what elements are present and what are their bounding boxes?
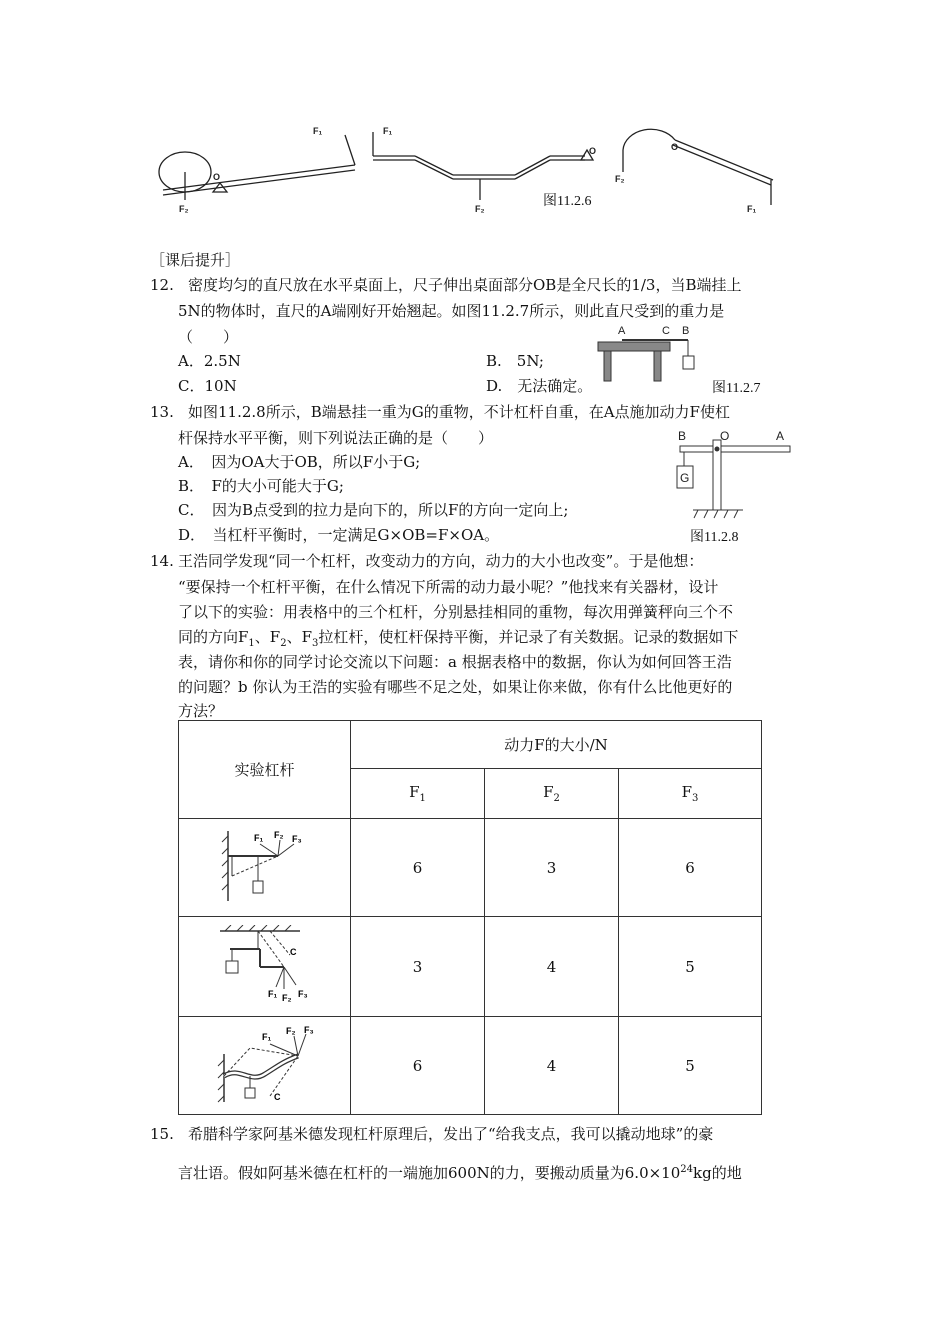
q14-line4-sub2: 2 — [280, 638, 287, 649]
q14-line4-sub3: 3 — [312, 638, 319, 649]
q13-line2: 杆保持水平平衡，则下列说法正确的是（ ） — [178, 429, 494, 447]
lever1-label-f2: F₂ — [273, 829, 283, 840]
lever-diagram-3 — [179, 1017, 351, 1115]
fig1127-label-a: A — [618, 325, 626, 337]
lever1-label-f3: F₃ — [291, 833, 302, 844]
table-row — [179, 917, 762, 1017]
table-col-f1-label: F — [409, 783, 420, 801]
q14-line2: “要保持一个杠杆平衡，在什么情况下所需的动力最小呢？”他找来有关器材，设计 — [178, 578, 719, 596]
fig1128-label-o: O — [720, 429, 730, 443]
figure-11-2-6 — [155, 120, 795, 220]
fig1127-label-c: C — [662, 325, 670, 337]
fig-top-label-f1c: F₁ — [747, 204, 757, 214]
table-col-f2-sub: 2 — [553, 793, 560, 804]
q15-line1: 希腊科学家阿基米德发现杠杆原理后，发出了“给我支点，我可以撬动地球”的豪 — [188, 1125, 714, 1143]
q15-line2 — [178, 1160, 742, 1183]
q13-option-b: B． F的大小可能大于G; — [178, 477, 344, 495]
figure-11-2-7-caption: 图11.2.7 — [712, 381, 761, 396]
q13-option-c: C． 因为B点受到的拉力是向下的，所以F的方向一定向上; — [178, 501, 569, 519]
fig1128-label-b: B — [678, 429, 687, 443]
figure-11-2-8 — [668, 426, 798, 526]
lever2-label-f2: F₂ — [281, 992, 291, 1003]
table-cell: 3 — [351, 917, 485, 1017]
q14-line4-c: 、F — [286, 628, 313, 646]
q14-line4 — [178, 627, 738, 654]
lever3-label-c: C — [273, 1091, 280, 1102]
q12-option-b: B. 5N; — [486, 352, 544, 370]
table-col-f2-label: F — [543, 783, 554, 801]
figure-11-2-8-caption: 图11.2.8 — [690, 530, 739, 545]
q13-line1: 如图11.2.8所示，B端悬挂一重为G的重物，不计杠杆自重，在A点施加动力F使杠 — [188, 403, 730, 421]
q15-line2-sup: 24 — [680, 1164, 694, 1175]
q14-line5: 表，请你和你的同学讨论交流以下问题：a 根据表格中的数据，你认为如何回答王浩 — [178, 653, 732, 671]
q14-line3: 了以下的实验：用表格中的三个杠杆，分别悬挂相同的重物，每次用弹簧秤向三个不 — [178, 603, 734, 621]
fig1128-label-g: G — [680, 471, 690, 485]
fig-top-label-f1: F₁ — [313, 126, 323, 136]
lever2-label-f1: F₁ — [267, 988, 277, 999]
q12-option-c: C．10N — [178, 377, 237, 395]
table-col-f1 — [351, 769, 485, 819]
figure-11-2-7 — [596, 322, 706, 384]
table-cell: 5 — [619, 1017, 762, 1115]
q15-line2-a: 言壮语。假如阿基米德在杠杆的一端施加600N的力，要搬动质量为6.0×10 — [178, 1164, 681, 1182]
table-header-lever: 实验杠杆 — [179, 721, 351, 819]
q12-option-a: A．2.5N — [178, 352, 241, 370]
lever1-label-f1: F₁ — [253, 832, 263, 843]
q14-line4-sub1: 1 — [248, 638, 255, 649]
q12-line1: 密度均匀的直尺放在水平桌面上，尺子伸出桌面部分OB是全尺长的1/3，当B端挂上 — [188, 276, 742, 294]
q13-option-d: D． 当杠杆平衡时，一定满足G×OB=F×OA。 — [178, 526, 500, 544]
fig-top-label-o: O — [213, 172, 221, 182]
q14-line4-a: 同的方向F — [178, 628, 249, 646]
table-cell: 6 — [351, 819, 485, 917]
q15-number: 15. — [150, 1125, 174, 1143]
table-cell: 4 — [485, 917, 619, 1017]
lever-diagram-1 — [179, 819, 351, 917]
table-cell: 5 — [619, 917, 762, 1017]
q14-line4-b: 、F — [254, 628, 281, 646]
q15-line2-b: kg的地 — [693, 1164, 742, 1182]
q14-number: 14. — [150, 552, 174, 570]
table-col-f1-sub: 1 — [419, 793, 426, 804]
fig-top-label-ob: O — [589, 146, 597, 156]
table-cell: 6 — [619, 819, 762, 917]
lever3-label-f1: F₁ — [261, 1031, 271, 1042]
section-title: ［课后提升］ — [150, 251, 241, 269]
q14-line7: 方法？ — [178, 702, 224, 720]
table-cell: 4 — [485, 1017, 619, 1115]
q12-number: 12. — [150, 276, 174, 294]
q13-option-a: A． 因为OA大于OB，所以F小于G; — [178, 453, 421, 471]
fig-top-label-f2c: F₂ — [615, 174, 625, 184]
lever3-label-f2: F₂ — [285, 1025, 295, 1036]
q14-line1: 王浩同学发现“同一个杠杆，改变动力的方向，动力的大小也改变”。于是他想： — [178, 552, 704, 570]
q14-line6: 的问题？b 你认为王浩的实验有哪些不足之处，如果让你来做，你有什么比他更好的 — [178, 678, 733, 696]
table-cell: 6 — [351, 1017, 485, 1115]
q12-line2: 5N的物体时，直尺的A端刚好开始翘起。如图11.2.7所示，则此直尺受到的重力是 — [178, 302, 725, 320]
table-cell: 3 — [485, 819, 619, 917]
table-col-f2 — [485, 769, 619, 819]
fig1127-label-b: B — [682, 325, 690, 337]
q14-line4-d: 拉杠杆，使杠杆保持平衡，并记录了有关数据。记录的数据如下 — [318, 628, 739, 646]
lever-diagram-2 — [179, 917, 351, 1017]
table-header-force: 动力F的大小/N — [351, 721, 762, 769]
lever2-label-f3: F₃ — [297, 988, 308, 999]
fig-top-label-oc: O — [671, 142, 679, 152]
fig-top-label-f1b: F₁ — [383, 126, 393, 136]
lever2-label-c: C — [289, 946, 296, 957]
figure-11-2-6-caption: 图11.2.6 — [543, 194, 592, 209]
table-col-f3 — [619, 769, 762, 819]
q12-option-d: D. 无法确定。 — [486, 377, 593, 395]
fig-top-label-f2b: F₂ — [475, 204, 485, 214]
table-col-f3-sub: 3 — [692, 793, 699, 804]
q13-number: 13. — [150, 403, 174, 421]
table-col-f3-label: F — [681, 783, 693, 801]
fig-top-label-f2: F₂ — [179, 204, 189, 214]
table-row — [179, 1017, 762, 1115]
q12-line3: （ ） — [178, 328, 239, 346]
lever-data-table — [178, 720, 762, 1115]
fig1128-label-a: A — [776, 429, 785, 443]
lever3-label-f3: F₃ — [303, 1024, 314, 1035]
table-row — [179, 819, 762, 917]
